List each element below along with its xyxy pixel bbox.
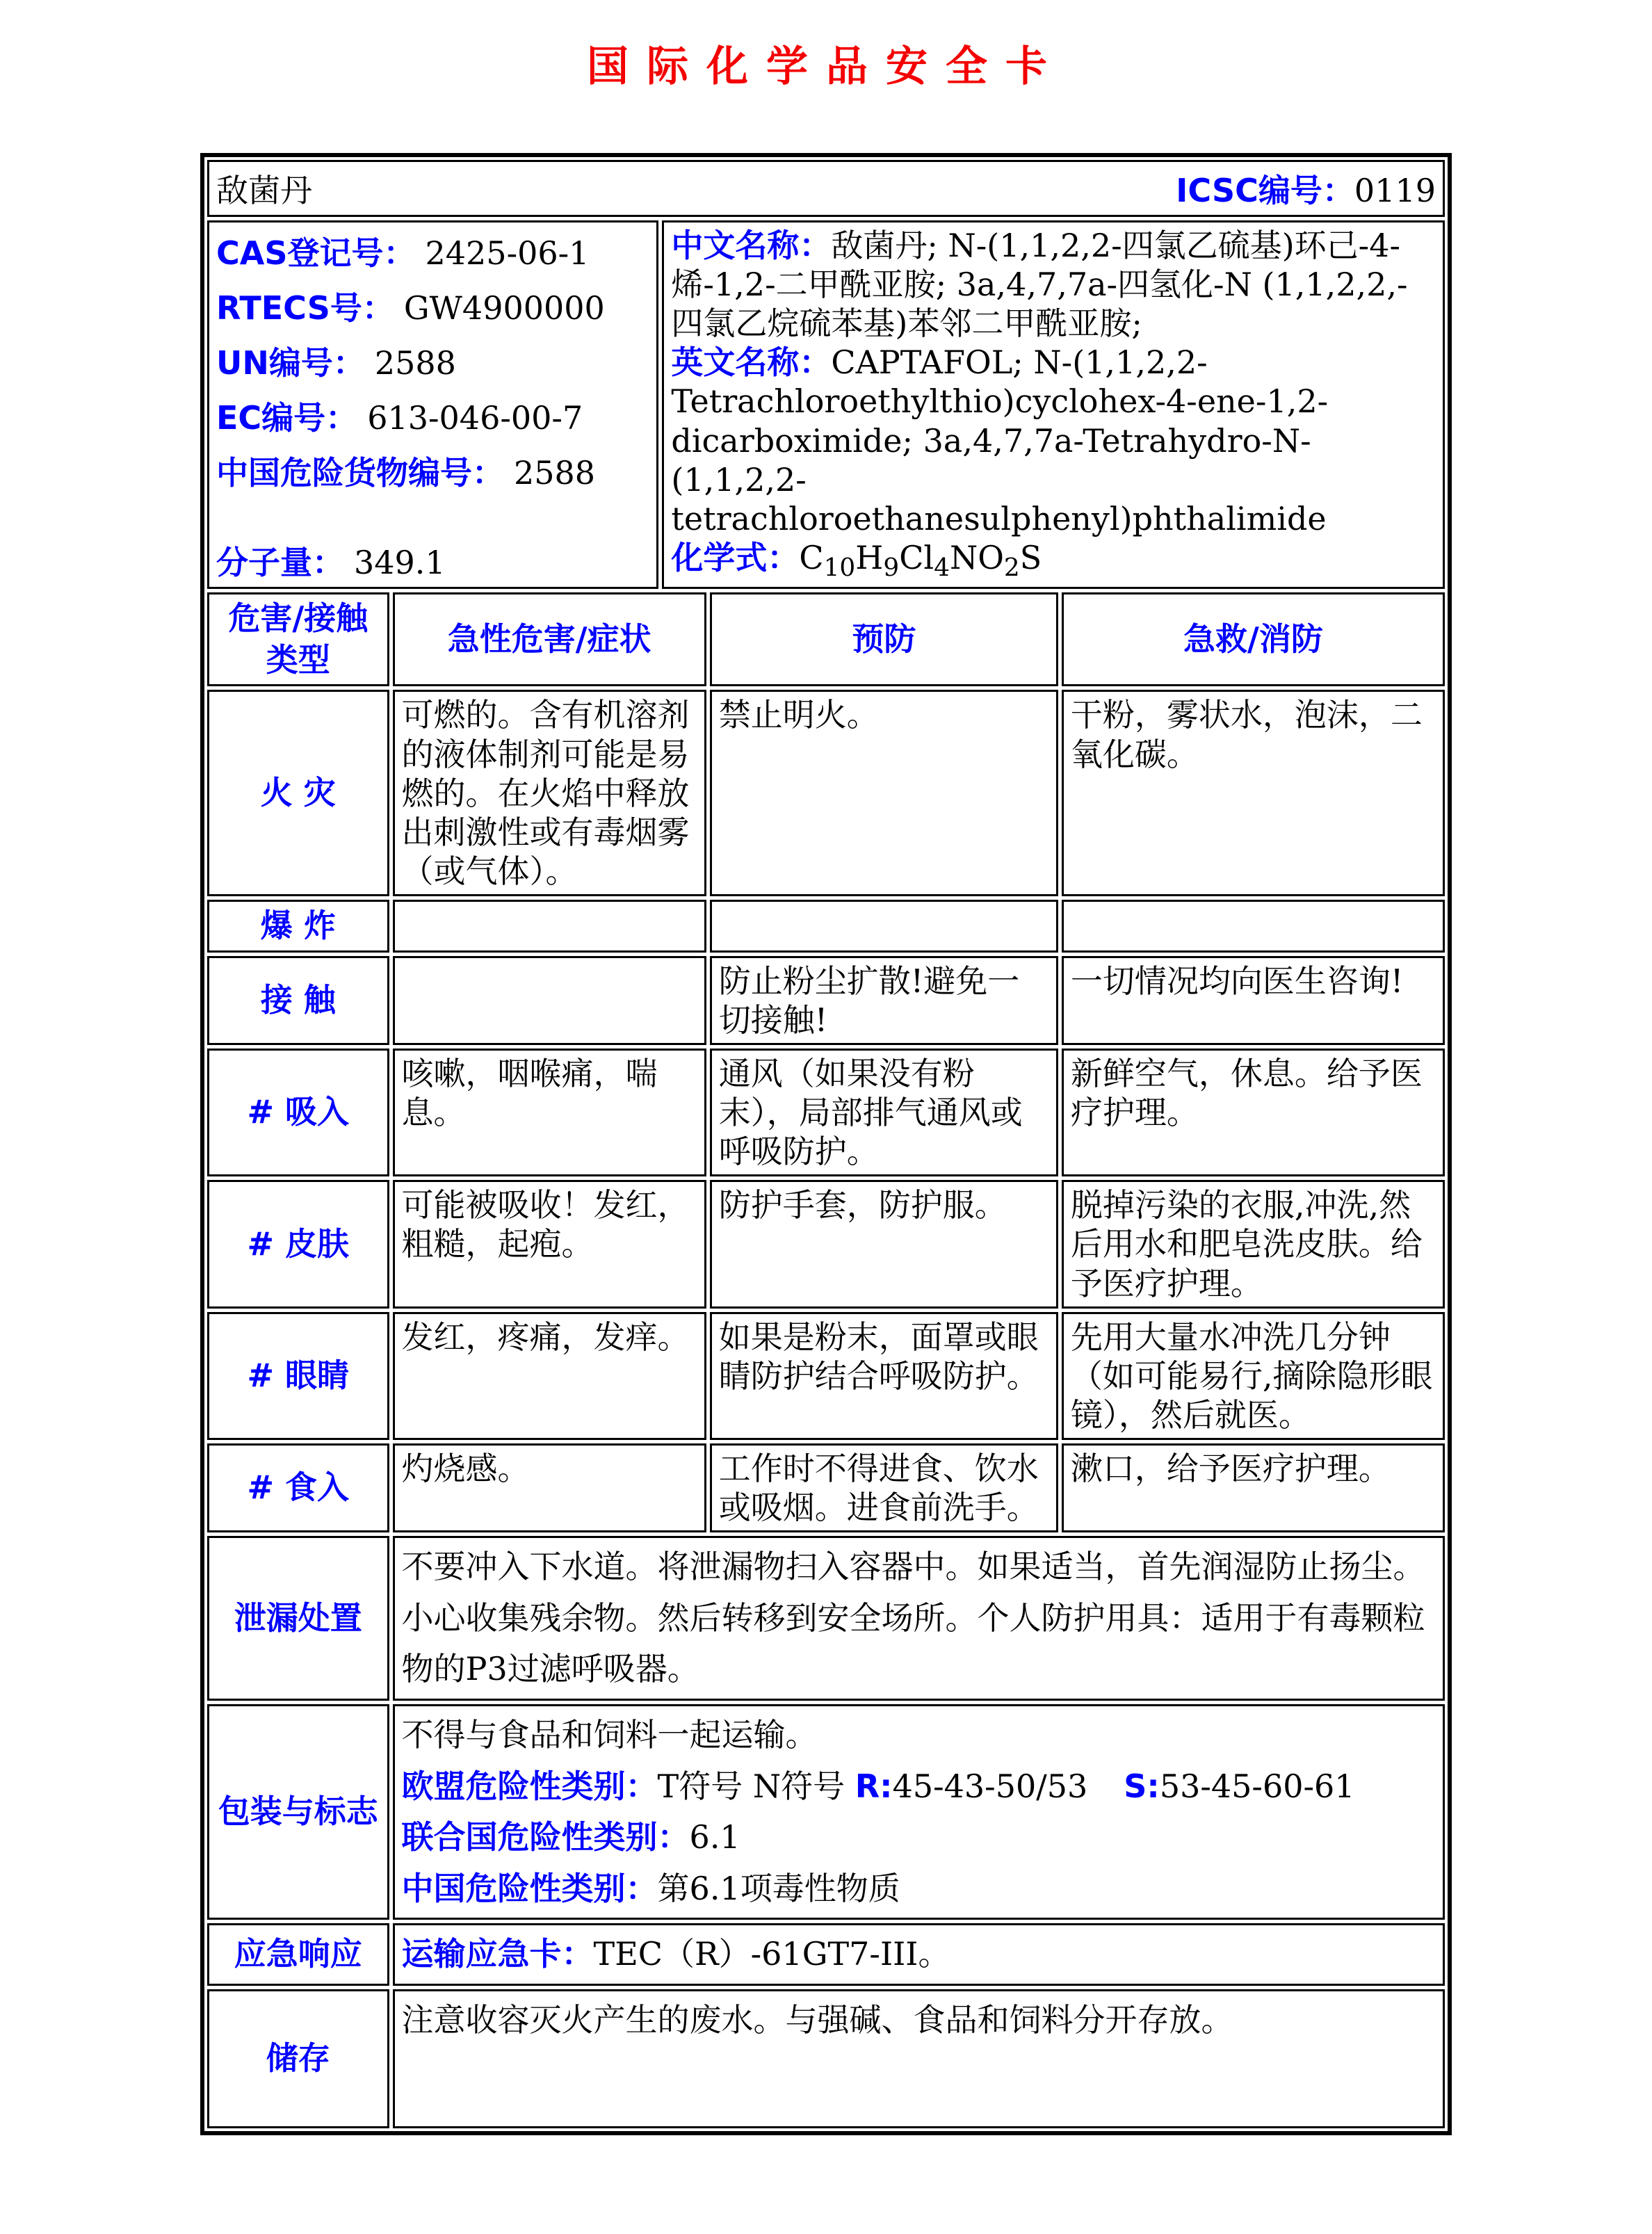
icsc-card [200,153,1452,2135]
emergency-content [393,1923,1445,1986]
formula-element: NO [949,538,1004,576]
hazard-row-contact [207,956,1445,1045]
field-text: 不要冲入下水道。将泄漏物扫入容器中。如果适当，首先润湿防止扬尘。小心收集残余物。然后转移到安全场所。个人防护用具：适用于有毒颗粒物的P3过滤呼吸器。 [401,1548,1425,1688]
section-row-storage [207,1989,1445,2128]
row-label-eyes: # 眼睛 [207,1312,389,1440]
contact-firstaid: 一切情况均向医生咨询! [1062,956,1445,1045]
skin-firstaid: 脱掉污染的衣服,冲洗,然后用水和肥皂洗皮肤。给予医疗护理。 [1062,1180,1445,1308]
formula-element: S [1019,538,1042,576]
formula-element: H [855,538,884,576]
rtecs-number-line [216,281,649,336]
cas-number-line [216,226,649,281]
inhalation-firstaid: 新鲜空气，休息。给予医疗护理。 [1062,1049,1445,1176]
spillage-content [393,1536,1445,1701]
symptoms-header: 急性危害/症状 [393,592,706,687]
english-name-paragraph [671,343,1436,538]
chemical-formula [799,538,1042,583]
hazard-row-inhalation [207,1049,1445,1176]
section-label-spillage: 泄漏处置 [207,1536,389,1701]
field-label: 联合国危险性类别： [401,1818,690,1856]
eyes-symptoms: 发红，疼痛，发痒。 [393,1312,706,1440]
inhalation-prevention: 通风（如果没有粉末），局部排气通风或呼吸防护。 [710,1049,1058,1176]
contact-prevention: 防止粉尘扩散!避免一切接触! [710,956,1058,1045]
un-number-line [216,336,649,391]
hazard-type-header [207,592,389,687]
formula-subscript: 9 [883,553,900,583]
ec-number-label: EC编号： [216,399,358,437]
hazard-row-eyes [207,1312,1445,1440]
paragraph [402,1710,1436,1761]
ec-number-value: 613-046-00-7 [367,399,583,437]
section-label-packaging: 包装与标志 [207,1704,389,1920]
identification-row [207,220,1445,589]
molecular-weight-label: 分子量： [216,543,344,581]
storage-content [393,1989,1445,2128]
hazard-header-row [207,592,1445,687]
field-text: 53-45-60-61 [1159,1767,1355,1805]
ec-number-line [216,391,649,446]
eyes-prevention: 如果是粉末，面罩或眼睛防护结合呼吸防护。 [710,1312,1058,1440]
row-label-contact: 接 触 [207,956,389,1045]
identification-numbers-cell [207,220,658,589]
icsc-number-label: ICSC编号： [1176,172,1354,209]
packaging-content [393,1704,1445,1920]
fire-firstaid: 干粉，雾状水，泡沫，二氧化碳。 [1062,690,1445,896]
ingestion-firstaid: 漱口，给予医疗护理。 [1062,1443,1445,1532]
ingestion-prevention: 工作时不得进食、饮水或吸烟。进食前洗手。 [710,1443,1058,1532]
hazard-type-header-line1: 危害/接触 [228,599,369,637]
skin-symptoms: 可能被吸收！发红，粗糙，起疱。 [393,1180,706,1308]
cas-number-label: CAS登记号： [216,234,416,272]
row-label-skin: # 皮肤 [207,1180,389,1308]
formula-paragraph [671,538,1436,583]
section-row-spillage [207,1536,1445,1701]
china-dg-number-line [216,446,649,501]
section-label-emergency: 应急响应 [207,1923,389,1986]
row-label-fire: 火 灾 [207,690,389,896]
chinese-name-paragraph [671,226,1436,343]
field-label: S: [1124,1767,1160,1805]
formula-subscript: 10 [823,553,856,583]
molecular-weight-value: 349.1 [354,543,446,581]
hazard-type-header-line2: 类型 [266,640,330,679]
field-text: 6.1 [689,1818,740,1856]
skin-prevention: 防护手套，防护服。 [710,1180,1058,1308]
paragraph [402,1995,1436,2046]
field-label: 运输应急卡： [401,1935,594,1973]
inhalation-symptoms: 咳嗽，咽喉痛，喘息。 [393,1049,706,1176]
page-title: 国际化学品安全卡 [587,42,1065,91]
english-name-label: 英文名称： [671,343,832,382]
rtecs-number-value: GW4900000 [403,289,605,327]
chemical-name: 敌菌丹 [216,172,312,209]
cas-number-value: 2425-06-1 [425,234,590,272]
section-row-packaging [207,1704,1445,1920]
china-dg-number-value: 2588 [514,454,596,492]
row-label-explosion: 爆 炸 [207,900,389,953]
prevention-header: 预防 [710,592,1058,687]
fire-symptoms: 可燃的。含有机溶剂的液体制剂可能是易燃的。在火焰中释放出刺激性或有毒烟雾（或气体）。 [393,690,706,896]
english-name-value: CAPTAFOL; N-(1,1,2,2-Tetrachloroethylthio)cyclohex-4-ene-1,2-dicarboximide; 3a,4,7,7a-Tetrahydro-N-(1,1,2,2-tetrachloroethanesulphenyl)phthalimide [671,343,1329,537]
field-label: 欧盟危险性类别： [401,1767,658,1805]
registry-lines [216,226,649,501]
rtecs-number-label: RTECS号： [216,289,394,327]
un-number-value: 2588 [374,344,456,382]
firstaid-header: 急救/消防 [1062,592,1445,687]
china-dg-number-label: 中国危险货物编号： [216,454,504,492]
molecular-weight-line [216,537,649,583]
section-row-emergency [207,1923,1445,1986]
formula-subscript: 4 [934,553,950,583]
name-row [207,160,1445,217]
field-text: TEC（R）-61GT7-III。 [593,1935,950,1973]
name-cell [207,160,1445,217]
formula-label: 化学式： [671,538,800,576]
field-text: 第6.1项毒性物质 [657,1869,900,1907]
paragraph [402,1812,1436,1863]
field-text: 不得与食品和饲料一起运输。 [401,1715,818,1754]
icsc-number-value: 0119 [1354,172,1436,209]
explosion-firstaid [1062,900,1445,953]
fire-prevention: 禁止明火。 [710,690,1058,896]
row-label-ingestion: # 食入 [207,1443,389,1532]
field-label: R: [855,1767,893,1805]
paragraph [402,1761,1436,1813]
field-text: 注意收容灭火产生的废水。与强碱、食品和饲料分开存放。 [401,2000,1233,2039]
identification-names-cell [662,220,1445,589]
explosion-symptoms [393,900,706,953]
formula-subscript: 2 [1003,553,1020,583]
field-text: 45-43-50/53 [892,1767,1088,1805]
chinese-name-label: 中文名称： [671,227,832,264]
formula-element: C [799,538,824,576]
contact-symptoms [393,956,706,1045]
explosion-prevention [710,900,1058,953]
field-text: T符号 N符号 [657,1767,855,1805]
paragraph [402,1863,1436,1915]
ingestion-symptoms: 灼烧感。 [393,1443,706,1532]
section-label-storage: 储存 [207,1989,389,2128]
field-label: 中国危险性类别： [401,1869,658,1907]
un-number-label: UN编号： [216,344,365,382]
paragraph [402,1929,1436,1980]
hazard-row-skin [207,1180,1445,1308]
formula-element: Cl [899,538,934,576]
hazard-row-explosion [207,900,1445,953]
eyes-firstaid: 先用大量水冲洗几分钟（如可能易行,摘除隐形眼镜），然后就医。 [1062,1312,1445,1440]
row-label-inhalation: # 吸入 [207,1049,389,1176]
icsc-number-group [1176,165,1436,211]
chinese-name-value: 敌菌丹; N-(1,1,2,2-四氯乙硫基)环己-4-烯-1,2-二甲酰亚胺; 3a,4,7,7a-四氢化-N (1,1,2,2,-四氯乙烷硫苯基)苯邻二甲酰亚胺; [671,227,1408,343]
hazard-row-ingestion [207,1443,1445,1532]
paragraph [402,1541,1436,1695]
hazard-row-fire [207,690,1445,896]
